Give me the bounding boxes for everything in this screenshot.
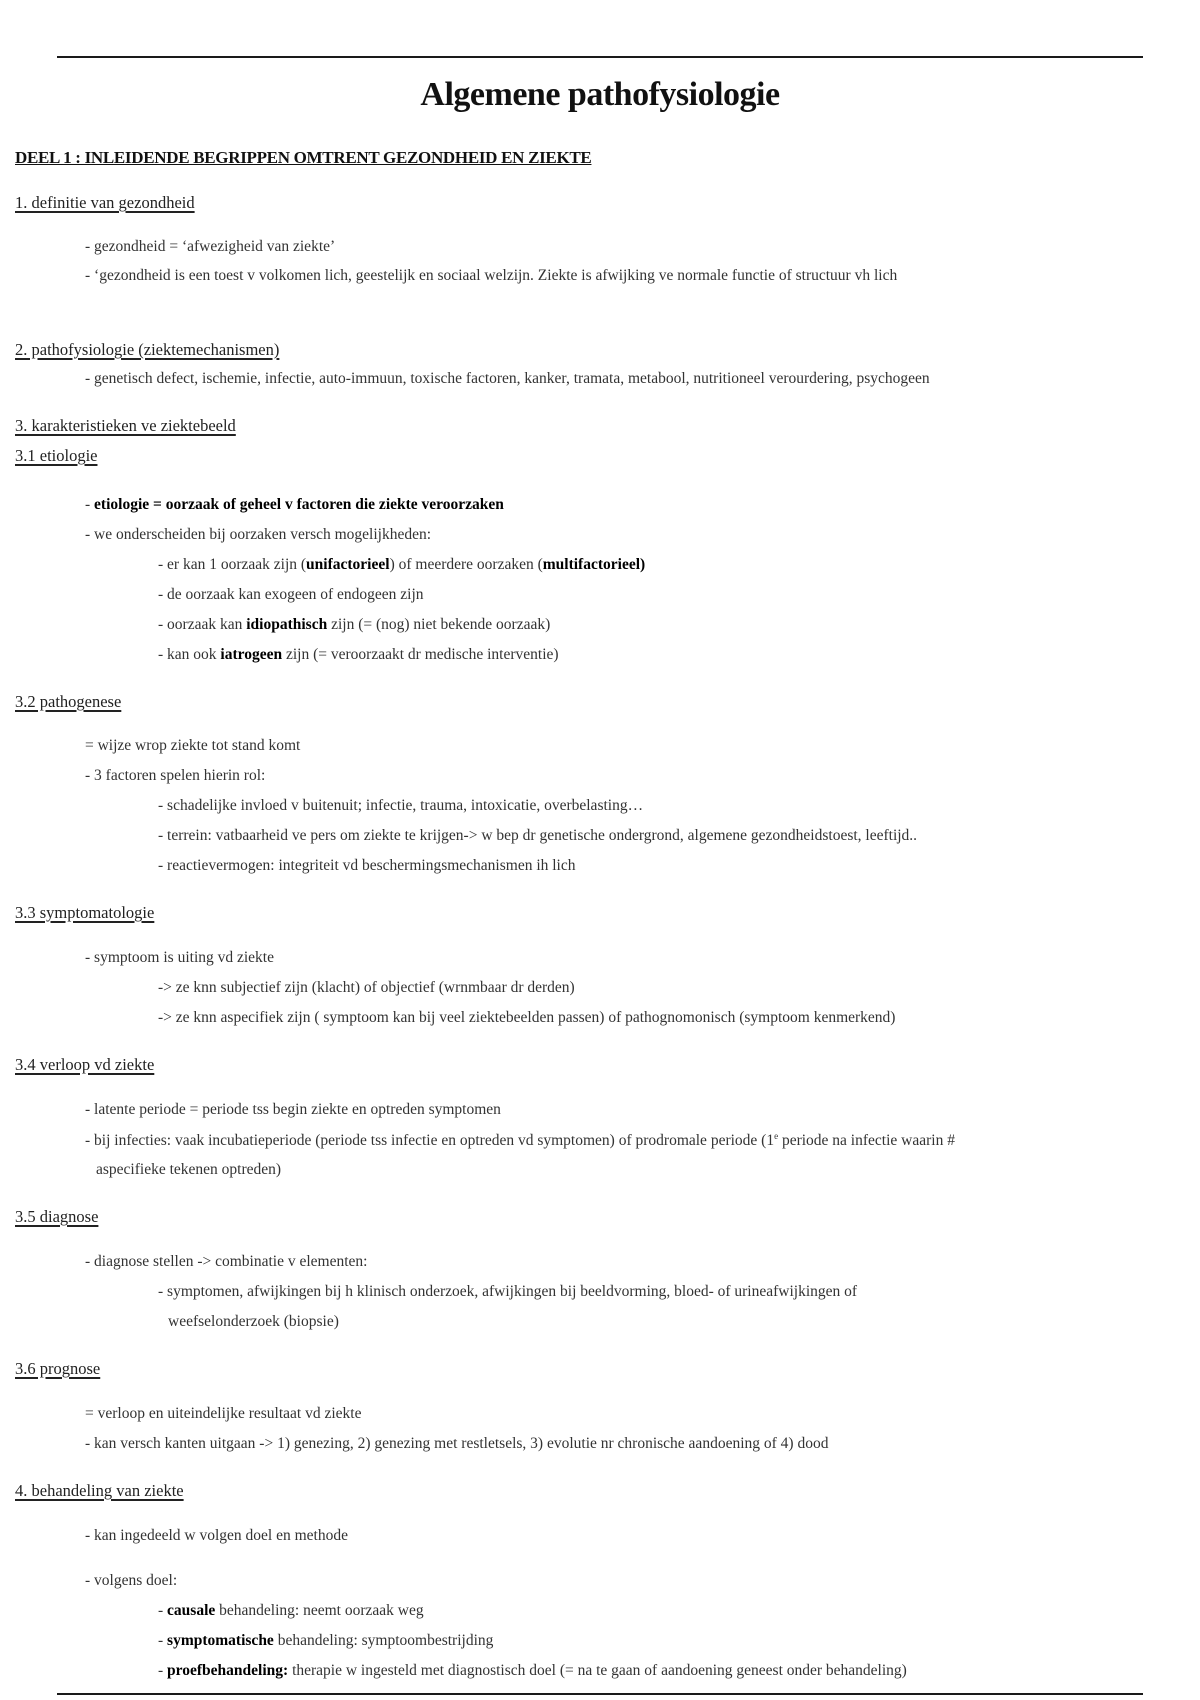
text-line: = wijze wrop ziekte tot stand komt [85,737,301,754]
text-line: - ‘gezondheid is een toest v volkomen lich, geestelijk en sociaal welzijn. Ziekte is afwijking ve normale functie of structuur vh lich [85,267,898,284]
text-line: - volgens doel: [85,1572,178,1589]
text-line: - 3 factoren spelen hierin rol: [85,767,266,784]
text-line [158,646,559,664]
text-line: weefselonderzoek (biopsie) [168,1313,339,1330]
text-line [158,1602,424,1620]
section-heading-3-3: 3.3 symptomatologie [15,903,155,922]
text-fragment: behandeling: neemt oorzaak weg [215,1602,424,1619]
text-line [158,1632,493,1650]
bullet-dash: - [85,496,95,513]
text-line [85,496,504,514]
text-line: - kan ingedeeld w volgen doel en methode [85,1527,348,1544]
text-fragment: behandeling: symptoombestrijding [273,1632,494,1649]
text-line: - latente periode = periode tss begin ziekte en optreden symptomen [85,1101,501,1118]
text-line [158,556,645,574]
text-line: -> ze knn subjectief zijn (klacht) of objectief (wrnmbaar dr derden) [158,979,575,996]
part-heading: DEEL 1 : INLEIDENDE BEGRIPPEN OMTRENT GEZONDHEID EN ZIEKTE [15,148,592,167]
text-line: - genetisch defect, ischemie, infectie, auto-immuun, toxische factoren, kanker, tramata, metabool, nutritioneel verourdering, psychogeen [85,370,930,387]
text-line: - reactievermogen: integriteit vd beschermingsmechanismen ih lich [158,857,576,874]
section-heading-3-1: 3.1 etiologie [15,446,98,465]
text-line: = verloop en uiteindelijke resultaat vd ziekte [85,1405,362,1422]
text-fragment: zijn (= (nog) niet bekende oorzaak) [327,616,551,633]
text-line [85,1131,955,1150]
text-fragment: - er kan 1 oorzaak zijn ( [158,556,307,573]
bold-term: idiopathisch [246,616,328,633]
section-heading-3: 3. karakteristieken ve ziektebeeld [15,416,236,435]
text-fragment: periode na infectie waarin # [778,1132,955,1150]
text-line [158,616,550,634]
section-heading-3-4: 3.4 verloop vd ziekte [15,1055,155,1074]
text-line: - kan versch kanten uitgaan -> 1) genezing, 2) genezing met restletsels, 3) evolutie nr chronische aandoening of 4) dood [85,1435,829,1452]
text-fragment: ) of meerdere oorzaken ( [389,556,543,573]
bold-term: causale [167,1602,216,1619]
text-line: - symptomen, afwijkingen bij h klinisch onderzoek, afwijkingen bij beeldvorming, bloed- of urineafwijkingen of [158,1283,858,1300]
bold-term: multifactorieel) [542,556,646,573]
text-line: aspecifieke tekenen optreden) [96,1161,282,1178]
text-line: - terrein: vatbaarheid ve pers om ziekte te krijgen-> w bep dr genetische ondergrond, algemene gezondheidstoest, leeftijd.. [158,827,918,844]
bold-term: symptomatische [167,1632,274,1649]
text-line: - schadelijke invloed v buitenuit; infectie, trauma, intoxicatie, overbelasting… [158,797,644,814]
text-line: - de oorzaak kan exogeen of endogeen zijn [158,586,424,603]
text-line: - symptoom is uiting vd ziekte [85,949,274,966]
bold-term: etiologie = oorzaak of geheel v factoren die ziekte veroorzaken [94,496,504,513]
text-fragment: therapie w ingesteld met diagnostisch doel (= na te gaan of aandoening geneest onder behandeling) [288,1662,907,1679]
section-heading-3-5: 3.5 diagnose [15,1207,99,1226]
text-line: -> ze knn aspecifiek zijn ( symptoom kan bij veel ziektebeelden passen) of pathognomonisch (symptoom kenmerkend) [158,1009,896,1026]
bold-term: proefbehandeling: [167,1662,289,1679]
text-fragment: zijn (= veroorzaakt dr medische interventie) [282,646,559,663]
top-rule [57,56,1143,58]
bullet-dash: - [158,1662,168,1679]
text-line: - diagnose stellen -> combinatie v elementen: [85,1253,368,1270]
text-fragment: - oorzaak kan [158,616,247,633]
section-heading-3-6: 3.6 prognose [15,1359,101,1378]
section-heading-3-2: 3.2 pathogenese [15,692,122,711]
section-heading-2: 2. pathofysiologie (ziektemechanismen) [15,340,280,359]
text-line [158,1662,907,1680]
superscript: e [774,1131,779,1141]
text-fragment: - bij infecties: vaak incubatieperiode (periode tss infectie en optreden vd symptomen) of prodromale periode (1 [85,1132,775,1150]
section-heading-1: 1. definitie van gezondheid [15,193,195,212]
section-heading-4: 4. behandeling van ziekte [15,1481,184,1500]
bullet-dash: - [158,1632,168,1649]
text-line: - we onderscheiden bij oorzaken versch mogelijkheden: [85,526,432,543]
bold-term: unifactorieel [306,556,390,573]
bullet-dash: - [158,1602,168,1619]
text-fragment: - kan ook [158,646,221,663]
bold-term: iatrogeen [220,646,283,663]
bottom-rule [57,1693,1143,1695]
text-line: - gezondheid = ‘afwezigheid van ziekte’ [85,238,336,255]
page-title: Algemene pathofysiologie [420,76,780,113]
